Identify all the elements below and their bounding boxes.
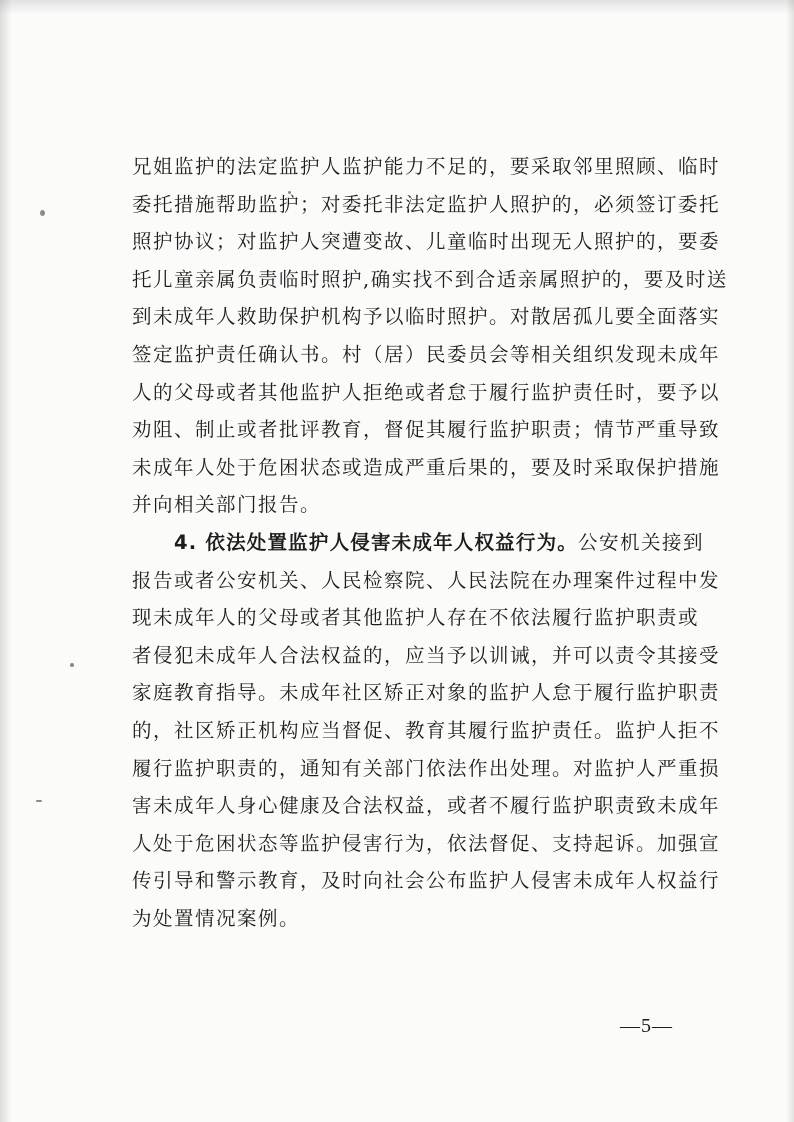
text-line: 未成年人处于危困状态或造成严重后果的，要及时采取保护措施 bbox=[132, 455, 721, 479]
text-line: 报告或者公安机关、人民检察院、人民法院在办理案件过程中发 bbox=[132, 568, 721, 592]
text-line: 劝阻、制止或者批评教育，督促其履行监护职责；情节严重导致 bbox=[132, 418, 721, 442]
text-line: 害未成年人身心健康及合法权益，或者不履行监护职责致未成年 bbox=[132, 794, 721, 818]
heading-line-rest: 公安机关接到 bbox=[577, 530, 704, 554]
scan-shadow-right bbox=[786, 0, 794, 1122]
scan-shadow-left bbox=[0, 0, 12, 1122]
text-line: 到未成年人救助保护机构予以临时照护。对散居孤儿要全面落实 bbox=[132, 305, 721, 329]
text-line: 的，社区矫正机构应当督促、教育其履行监护责任。监护人拒不 bbox=[132, 718, 721, 742]
scan-speck bbox=[40, 210, 45, 216]
text-line: 为处置情况案例。 bbox=[132, 906, 301, 930]
text-line bbox=[132, 524, 704, 562]
text-line: 托儿童亲属负责临时照护,确实找不到合适亲属照护的，要及时送 bbox=[132, 267, 728, 291]
section-heading: 4. 依法处置监护人侵害未成年人权益行为。 bbox=[174, 530, 578, 554]
body-text bbox=[132, 148, 728, 937]
text-line: 照护协议；对监护人突遭变故、儿童临时出现无人照护的，要委 bbox=[132, 230, 721, 254]
text-line: 者侵犯未成年人合法权益的，应当予以训诫，并可以责令其接受 bbox=[132, 643, 721, 667]
text-line: 签定监护责任确认书。村（居）民委员会等相关组织发现未成年 bbox=[132, 342, 721, 366]
scan-shadow-top bbox=[0, 0, 794, 14]
paragraph-2 bbox=[132, 524, 721, 938]
text-line: 人的父母或者其他监护人拒绝或者怠于履行监护责任时，要予以 bbox=[132, 380, 721, 404]
text-line: 现未成年人的父母或者其他监护人存在不依法履行监护职责或 bbox=[132, 606, 700, 630]
text-line: 传引导和警示教育，及时向社会公布监护人侵害未成年人权益行 bbox=[132, 869, 721, 893]
text-line: 家庭教育指导。未成年社区矫正对象的监护人怠于履行监护职责 bbox=[132, 681, 721, 705]
scan-speck bbox=[36, 800, 42, 802]
paragraph-1 bbox=[132, 148, 728, 524]
scan-speck bbox=[70, 663, 74, 667]
text-line: 并向相关部门报告。 bbox=[132, 493, 322, 517]
text-line: 人处于危困状态等监护侵害行为，依法督促、支持起诉。加强宣 bbox=[132, 831, 721, 855]
page-number: —5— bbox=[620, 1015, 673, 1037]
text-line: 兄姐监护的法定监护人监护能力不足的，要采取邻里照顾、临时 bbox=[132, 155, 721, 178]
text-line: 委托措施帮助监护；对委托非法定监护人照护的，必须签订委托 bbox=[132, 192, 721, 216]
text-line: 履行监护职责的，通知有关部门依法作出处理。对监护人严重损 bbox=[132, 756, 721, 780]
